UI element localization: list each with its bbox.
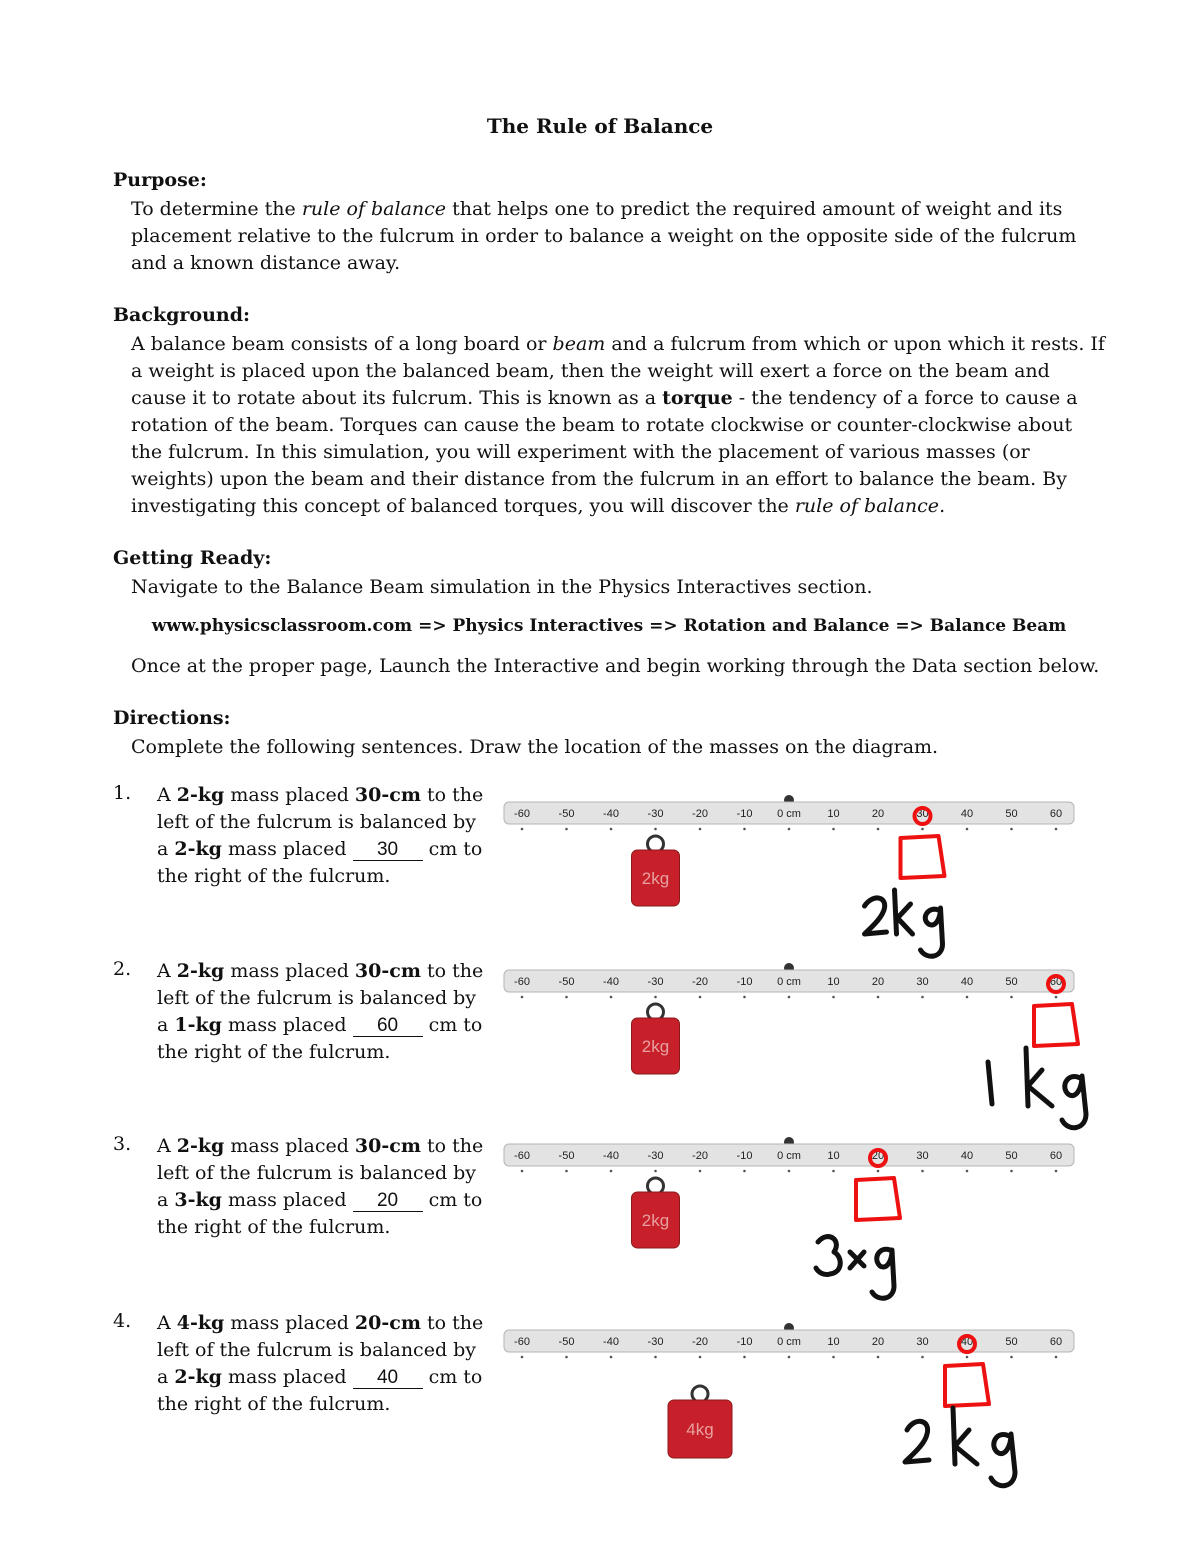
ruler-tick-dot [1055, 996, 1058, 999]
rule-of-balance-italic: rule of balance [301, 198, 447, 220]
answer-blank[interactable]: 20 [353, 1191, 423, 1212]
question-word: A [157, 960, 177, 982]
ruler-tick-label: 50 [1005, 976, 1018, 988]
given-distance: 30-cm [354, 784, 421, 806]
handwriting-stroke [955, 1430, 977, 1464]
ruler-tick-label: -20 [692, 1150, 708, 1162]
handwritten-mass-label [905, 1408, 1015, 1486]
handwritten-mass-label [865, 890, 943, 956]
ruler-tick-dot [1010, 996, 1013, 999]
question-word: mass placed [224, 1312, 355, 1334]
ruler-tick-label: -50 [558, 1150, 575, 1162]
ruler-tick-dot [966, 1170, 969, 1173]
balancing-mass: 1-kg [174, 1014, 222, 1036]
answer-blank[interactable]: 60 [353, 1016, 423, 1037]
question-word: mass placed [224, 960, 355, 982]
ruler-tick-dot [966, 996, 969, 999]
ruler-tick-label: -30 [647, 1336, 664, 1348]
ruler-tick-dot [699, 1356, 702, 1359]
ruler-tick-label: -30 [647, 808, 664, 820]
ruler-tick-label: 40 [960, 1336, 974, 1348]
ruler-tick-label: 40 [960, 808, 974, 820]
ruler-tick-dot [788, 1356, 791, 1359]
ruler-tick-label: 40 [960, 976, 974, 988]
handwritten-mass-label [988, 1048, 1086, 1128]
ruler-tick-dot [743, 828, 746, 831]
ruler-tick-dot [654, 996, 657, 999]
question-word: to the left of the fulcrum is balanced by a [157, 784, 484, 860]
given-mass: 4-kg [176, 1312, 225, 1334]
ruler-tick-dot [699, 996, 702, 999]
ruler-tick-label: 10 [827, 1150, 840, 1162]
question-text [157, 782, 487, 890]
purpose-text-part: To determine the [131, 198, 302, 220]
handwriting-stroke [895, 890, 897, 934]
ruler-tick-label: 20 [871, 1150, 885, 1162]
purpose-heading: Purpose: [113, 169, 207, 191]
handwriting-stroke [905, 1421, 929, 1462]
question-word: mass placed [221, 1189, 353, 1211]
ruler-tick-label: 20 [871, 1336, 885, 1348]
ruler-tick-dot [788, 996, 791, 999]
ruler-tick-dot [521, 1170, 524, 1173]
ruler-tick-label: 0 cm [777, 976, 801, 988]
drawn-weight [1034, 1004, 1078, 1046]
getting-ready-after: Once at the proper page, Launch the Interactive and begin working through the Data section below. [131, 655, 1100, 677]
ruler-tick-label: 50 [1005, 808, 1018, 820]
ruler-tick-dot [610, 1356, 613, 1359]
ruler-tick-label: 0 cm [777, 808, 801, 820]
background-text-part: A balance beam consists of a long board or [131, 333, 553, 355]
given-distance: 20-cm [354, 1312, 421, 1334]
ruler-tick-dot [743, 1170, 746, 1173]
handwriting-stroke [1062, 1076, 1086, 1128]
balance-beam-diagram[interactable] [500, 1318, 1120, 1558]
balancing-mass: 2-kg [174, 1366, 222, 1388]
ruler-tick-label: -10 [736, 808, 753, 820]
question-word: cm to the right of the fulcrum. [157, 1366, 483, 1415]
ruler-tick-label: 30 [916, 976, 929, 988]
question-word: A [157, 784, 177, 806]
ruler-tick-label: -30 [647, 976, 664, 988]
ruler-tick-dot [565, 828, 568, 831]
ruler-tick-dot [1055, 1170, 1058, 1173]
ruler-tick-label: 20 [871, 808, 885, 820]
ruler-tick-label: 0 cm [777, 1336, 801, 1348]
ruler-tick-dot [565, 1356, 568, 1359]
ruler-tick-dot [832, 996, 835, 999]
ruler-tick-label: 30 [916, 1150, 929, 1162]
question-word: mass placed [221, 1014, 353, 1036]
rule-of-balance-italic: rule of balance [794, 495, 940, 517]
ruler-tick-label: -20 [692, 976, 708, 988]
ruler-tick-dot [565, 1170, 568, 1173]
ruler-tick-dot [654, 1356, 657, 1359]
ruler-tick-dot [921, 1356, 924, 1359]
ruler-tick-dot [521, 828, 524, 831]
question-number: 1. [113, 782, 132, 804]
ruler-tick-label: -50 [558, 808, 575, 820]
ruler-tick-label: 30 [916, 808, 929, 820]
weight-label: 4kg [686, 1420, 714, 1439]
ruler-tick-dot [610, 996, 613, 999]
given-distance: 30-cm [354, 1135, 421, 1157]
background-heading: Background: [113, 304, 250, 326]
handwriting-stroke [953, 1408, 955, 1464]
ruler-tick-label: -20 [692, 808, 708, 820]
ruler-tick-label: -40 [603, 1150, 619, 1162]
question-word: A [157, 1135, 177, 1157]
answer-blank[interactable]: 30 [353, 840, 423, 861]
question-word: cm to the right of the fulcrum. [157, 1014, 483, 1063]
ruler-tick-label: -40 [603, 808, 619, 820]
handwriting-stroke [816, 1237, 840, 1275]
ruler-tick-dot [877, 996, 880, 999]
ruler-tick-dot [1010, 828, 1013, 831]
ruler-tick-label: -50 [558, 1336, 575, 1348]
ruler-tick-label: -10 [736, 976, 753, 988]
handwriting-stroke [1026, 1048, 1028, 1106]
question-word: mass placed [221, 1366, 353, 1388]
given-mass: 2-kg [176, 784, 225, 806]
ruler-tick-label: -60 [514, 976, 530, 988]
getting-ready-text: Navigate to the Balance Beam simulation in the Physics Interactives section. [131, 576, 873, 598]
ruler-tick-dot [565, 996, 568, 999]
ruler-tick-dot [1010, 1356, 1013, 1359]
ruler-tick-dot [788, 828, 791, 831]
balancing-mass: 3-kg [174, 1189, 222, 1211]
question-word: to the left of the fulcrum is balanced by a [157, 1312, 484, 1388]
purpose-text-part: that helps one to predict the required amount of weight and its placement relative to the fulcrum in order to balance a weight on the opposite side of the fulcrum and a known distance away. [131, 198, 1077, 274]
handwriting-stroke [872, 1249, 894, 1298]
balancing-mass: 2-kg [174, 838, 222, 860]
drawn-weight [856, 1178, 900, 1220]
background-text [131, 331, 1106, 520]
balance-beam-svg [500, 1318, 1120, 1558]
ruler-tick-dot [877, 1170, 880, 1173]
question-word: mass placed [224, 784, 355, 806]
ruler-tick-dot [743, 996, 746, 999]
handwriting-stroke [921, 908, 943, 956]
ruler-tick-dot [832, 1356, 835, 1359]
ruler-tick-label: -40 [603, 1336, 619, 1348]
question-number: 2. [113, 958, 132, 980]
ruler-tick-dot [877, 828, 880, 831]
ruler-tick-dot [921, 996, 924, 999]
ruler-tick-label: 50 [1005, 1336, 1018, 1348]
given-mass: 2-kg [176, 960, 225, 982]
weight-label: 2kg [641, 1211, 670, 1230]
ruler-tick-label: 40 [960, 1150, 974, 1162]
question-word: mass placed [224, 1135, 355, 1157]
ruler-tick-dot [654, 1170, 657, 1173]
ruler-tick-dot [788, 1170, 791, 1173]
ruler-tick-label: -60 [514, 808, 530, 820]
answer-blank[interactable]: 40 [353, 1368, 423, 1389]
ruler-tick-label: 10 [827, 976, 840, 988]
ruler-tick-dot [1055, 828, 1058, 831]
ruler-tick-dot [832, 1170, 835, 1173]
ruler-tick-label: 0 cm [777, 1150, 801, 1162]
drawn-weight [945, 1364, 989, 1406]
beam-italic: beam [552, 333, 606, 355]
question-number: 3. [113, 1133, 132, 1155]
ruler-tick-label: 50 [1005, 1150, 1018, 1162]
background-text-part: - the tendency of a force to cause a rotation of the beam. Torques can cause the beam to rotate clockwise or counter-clockwise about the fulcrum. In this simulation, you will experiment with the placement of various masses (or weights) upon the beam and their distance from the fulcrum in an effort to balance the beam. By investigating this concept of balanced torques, you will discover the [131, 387, 1078, 517]
directions-text: Complete the following sentences. Draw the location of the masses on the diagram. [131, 736, 939, 758]
ruler-tick-dot [1010, 1170, 1013, 1173]
ruler-tick-label: -40 [603, 976, 619, 988]
question-word: cm to the right of the fulcrum. [157, 838, 483, 887]
ruler-tick-dot [699, 1170, 702, 1173]
ruler-tick-label: 60 [1049, 1336, 1063, 1348]
ruler-tick-dot [699, 828, 702, 831]
purpose-text [131, 196, 1106, 277]
ruler-tick-label: 60 [1049, 1150, 1063, 1162]
ruler-tick-label: -60 [514, 1150, 530, 1162]
ruler-tick-dot [743, 1356, 746, 1359]
handwriting-stroke [865, 898, 887, 934]
question-word: to the left of the fulcrum is balanced by a [157, 960, 484, 1036]
ruler-tick-dot [966, 828, 969, 831]
given-distance: 30-cm [354, 960, 421, 982]
navigation-path: www.physicsclassroom.com => Physics Interactives => Rotation and Balance => Balance Beam [151, 616, 1067, 636]
handwriting-stroke [988, 1062, 992, 1104]
ruler-tick-label: -10 [736, 1150, 753, 1162]
ruler-tick-dot [921, 1170, 924, 1173]
ruler-tick-label: 60 [1049, 976, 1063, 988]
given-mass: 2-kg [176, 1135, 225, 1157]
torque-bold: torque [662, 387, 733, 409]
handwriting-stroke [898, 904, 913, 934]
background-text-part: . [939, 495, 946, 517]
ruler-tick-label: -60 [514, 1336, 530, 1348]
ruler-tick-dot [610, 828, 613, 831]
question-word: to the left of the fulcrum is balanced by a [157, 1135, 484, 1211]
ruler-tick-dot [654, 828, 657, 831]
ruler-tick-label: -20 [692, 1336, 708, 1348]
ruler-tick-dot [610, 1170, 613, 1173]
question-word: mass placed [221, 838, 353, 860]
question-text [157, 1310, 487, 1418]
question-number: 4. [113, 1310, 132, 1332]
ruler-tick-dot [521, 996, 524, 999]
ruler-tick-dot [832, 828, 835, 831]
ruler-tick-label: 10 [827, 808, 840, 820]
getting-ready-heading: Getting Ready: [113, 547, 272, 569]
ruler-tick-dot [966, 1356, 969, 1359]
ruler-tick-label: -50 [558, 976, 575, 988]
directions-heading: Directions: [113, 707, 231, 729]
ruler-tick-dot [921, 828, 924, 831]
question-word: cm to the right of the fulcrum. [157, 1189, 483, 1238]
ruler-tick-dot [877, 1356, 880, 1359]
ruler-tick-dot [1055, 1356, 1058, 1359]
question-text [157, 1133, 487, 1241]
weight-label: 2kg [641, 869, 670, 888]
weight-label: 2kg [641, 1037, 670, 1056]
background-text-part: and a fulcrum from which or upon which it rests. If a weight is placed upon the balanced beam, then the weight will exert a force on the beam and cause it to rotate about its fulcrum. This is known as a [131, 333, 1105, 409]
page-title: The Rule of Balance [486, 114, 714, 138]
ruler-tick-label: -30 [647, 1150, 664, 1162]
ruler-tick-label: 60 [1049, 808, 1063, 820]
ruler-tick-label: 20 [871, 976, 885, 988]
handwriting-stroke [991, 1434, 1015, 1486]
drawn-weight [901, 836, 945, 878]
handwriting-stroke [1028, 1070, 1052, 1106]
ruler-tick-label: 30 [916, 1336, 929, 1348]
question-word: A [157, 1312, 177, 1334]
question-text [157, 958, 487, 1066]
ruler-tick-label: 10 [827, 1336, 840, 1348]
ruler-tick-label: -10 [736, 1336, 753, 1348]
handwritten-mass-label [816, 1237, 894, 1299]
ruler-tick-dot [521, 1356, 524, 1359]
